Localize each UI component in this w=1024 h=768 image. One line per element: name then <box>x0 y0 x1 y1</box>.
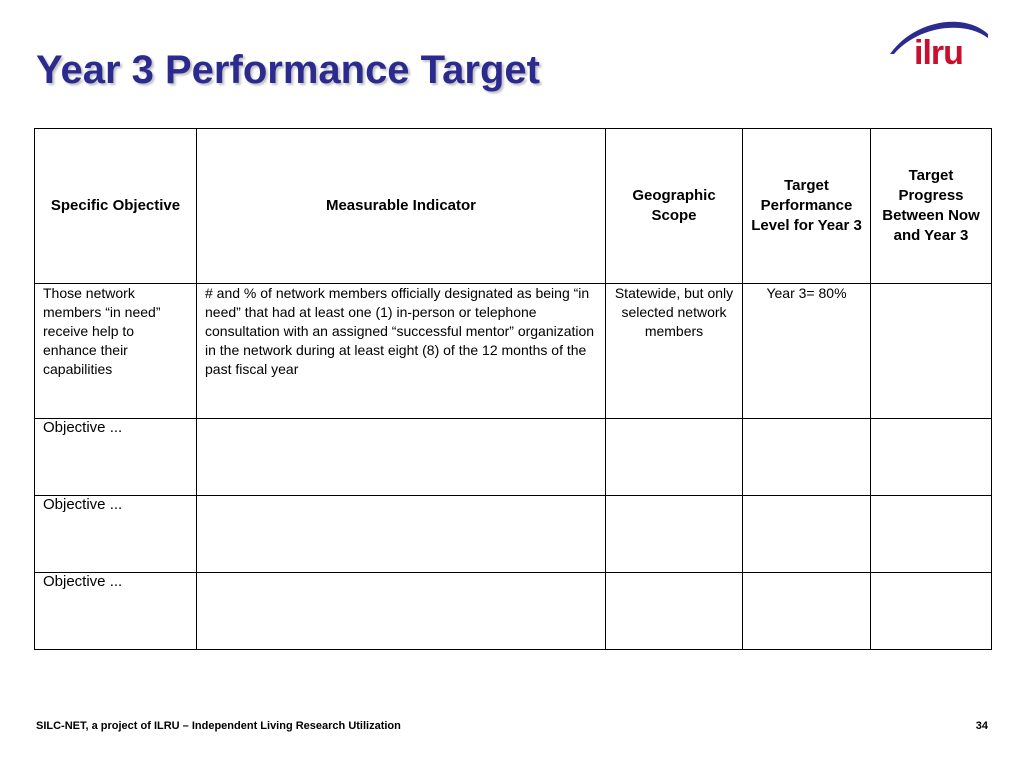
cell-scope: Statewide, but only selected network members <box>606 284 743 419</box>
cell-empty <box>197 419 606 496</box>
performance-target-table <box>34 128 992 650</box>
cell-objective: Objective ... <box>35 573 197 650</box>
table-row <box>35 419 992 496</box>
ilru-logo <box>884 14 994 74</box>
cell-progress <box>871 284 992 419</box>
header-target-progress: Target Progress Between Now and Year 3 <box>871 129 992 284</box>
cell-empty <box>197 573 606 650</box>
slide-footer: SILC-NET, a project of ILRU – Independent Living Research Utilization <box>36 720 401 732</box>
cell-empty <box>743 573 871 650</box>
table-row <box>35 573 992 650</box>
cell-objective: Objective ... <box>35 419 197 496</box>
header-target-performance: Target Performance Level for Year 3 <box>743 129 871 284</box>
cell-objective: Those network members “in need” receive help to enhance their capabilities <box>35 284 197 419</box>
cell-empty <box>606 496 743 573</box>
cell-empty <box>871 496 992 573</box>
logo-text: ilru <box>914 34 963 72</box>
cell-empty <box>871 573 992 650</box>
cell-empty <box>606 419 743 496</box>
table-header-row <box>35 129 992 284</box>
header-geographic-scope: Geographic Scope <box>606 129 743 284</box>
cell-empty <box>871 419 992 496</box>
slide-title: Year 3 Performance Target <box>36 48 540 92</box>
table-row <box>35 284 992 419</box>
cell-empty <box>743 496 871 573</box>
header-measurable-indicator: Measurable Indicator <box>197 129 606 284</box>
cell-empty <box>606 573 743 650</box>
header-specific-objective: Specific Objective <box>35 129 197 284</box>
cell-target: Year 3= 80% <box>743 284 871 419</box>
table-row <box>35 496 992 573</box>
cell-objective: Objective ... <box>35 496 197 573</box>
page-number: 34 <box>975 720 988 732</box>
cell-empty <box>743 419 871 496</box>
cell-empty <box>197 496 606 573</box>
cell-indicator: # and % of network members officially designated as being “in need” that had at least one (1) in-person or telephone consultation with an assigned “successful mentor” organization in the network during at least eight (8) of the 12 months of the past fiscal year <box>197 284 606 419</box>
